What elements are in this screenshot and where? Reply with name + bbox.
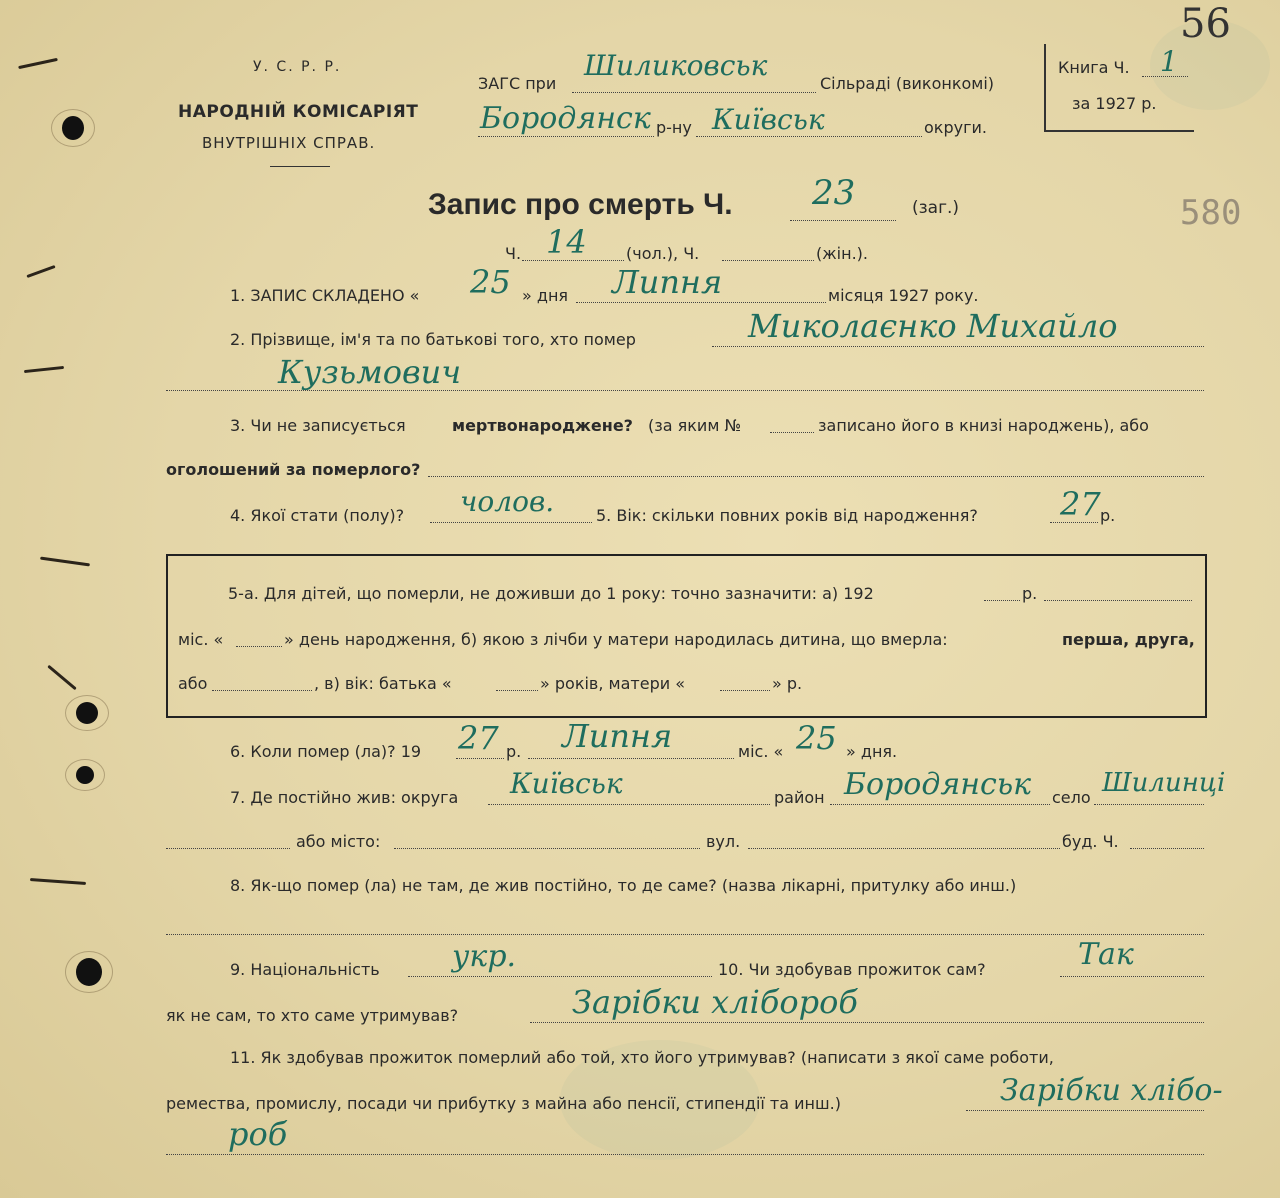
- male-number: 14: [546, 223, 587, 261]
- fill-line: [572, 92, 816, 93]
- f7-label: 7. Де постійно жив: округа: [230, 788, 459, 807]
- fill-line: [712, 346, 1204, 347]
- binding-hole: [76, 958, 102, 986]
- okruha-value: Київськ: [712, 103, 825, 136]
- paper-tear: [26, 265, 55, 278]
- f7b-misto: або місто:: [296, 832, 381, 851]
- fill-line: [696, 136, 922, 137]
- district-value: Бородянск: [480, 101, 651, 136]
- f6-suffix: » дня.: [846, 742, 898, 761]
- okruha-suffix: округи.: [924, 118, 987, 137]
- commissariat-subtitle: ВНУТРІШНІХ СПРАВ.: [202, 134, 376, 152]
- fill-line: [1094, 804, 1204, 805]
- record-number: 23: [812, 173, 856, 213]
- fill-line: [496, 690, 538, 691]
- f10b-value: Зарібки хлібороб: [572, 983, 858, 1021]
- binding-hole: [76, 702, 98, 724]
- record-title: Запис про смерть Ч.: [428, 188, 733, 221]
- paper-tear: [24, 366, 64, 373]
- fill-line: [478, 136, 654, 137]
- record-suffix: (заг.): [912, 198, 960, 218]
- f3-rest: (за яким №: [648, 416, 742, 435]
- f9-value: укр.: [452, 939, 517, 974]
- book-label: Книга Ч.: [1058, 58, 1130, 77]
- paper-tear: [40, 557, 90, 567]
- f7b-bud: буд. Ч.: [1062, 832, 1119, 851]
- fill-line: [530, 1022, 1204, 1023]
- fill-line: [394, 848, 700, 849]
- f6-year: 27: [458, 719, 499, 757]
- f6-label: 6. Коли помер (ла)? 19: [230, 742, 422, 761]
- f1-day: 25: [470, 263, 511, 301]
- fill-line: [1130, 848, 1204, 849]
- fill-line: [430, 522, 592, 523]
- f6-day: 25: [796, 719, 837, 757]
- fill-line: [722, 260, 814, 261]
- fill-line: [428, 476, 1204, 477]
- f5a-line1: 5-а. Для дітей, що померли, не доживши до 1 року: точно зазначити: а) 192: [228, 584, 874, 603]
- f7-raion: Бородянськ: [844, 767, 1032, 802]
- zags-value: Шиликовськ: [584, 49, 768, 82]
- f8-label: 8. Як-що помер (ла) не там, де жив постійно, то де саме? (назва лікарні, притулку або инш.): [230, 876, 1017, 895]
- book-year: за 1927 р.: [1072, 94, 1157, 113]
- binding-hole: [76, 766, 94, 784]
- paper-tear: [18, 58, 58, 69]
- f6-mis: міс. «: [738, 742, 784, 761]
- f10-label: 10. Чи здобував прожиток сам?: [718, 960, 986, 979]
- f5a-line3-b: , в) вік: батька «: [314, 674, 452, 693]
- female-label: (жін.).: [816, 244, 868, 263]
- f1-mid: » дня: [522, 286, 569, 305]
- f3-line2: оголошений за померлого?: [166, 460, 421, 479]
- paper-tear: [47, 665, 77, 690]
- ch-prefix: Ч.: [505, 244, 522, 263]
- f2-value2: Кузьмович: [278, 353, 462, 391]
- f5-suffix: р.: [1100, 506, 1116, 525]
- fill-line: [748, 848, 1060, 849]
- corner-number: 56: [1180, 1, 1231, 47]
- f1-prefix: 1. ЗАПИС СКЛАДЕНО «: [230, 286, 420, 305]
- fill-line: [576, 302, 826, 303]
- f11-value1: Зарібки хлібо-: [1000, 1073, 1223, 1108]
- f7-okruha: Київськ: [510, 767, 623, 800]
- f5a-line3-d: » р.: [772, 674, 803, 693]
- f7-raion-label: район: [774, 788, 825, 807]
- fill-line: [770, 432, 814, 433]
- fill-line: [966, 1110, 1204, 1111]
- f5a-line2-a: міс. «: [178, 630, 224, 649]
- f5-label: 5. Вік: скільки повних років від народження?: [596, 506, 978, 525]
- f3-rest2: записано його в книзі народжень), або: [818, 416, 1149, 435]
- fill-line: [408, 976, 712, 977]
- f11-line1: 11. Як здобував прожиток померлий або той, хто його утримував? (написати з якої саме роботи,: [230, 1048, 1054, 1067]
- ussr-label: У. С. Р. Р.: [253, 59, 342, 75]
- f5a-line2-bold: перша, друга,: [1062, 630, 1195, 649]
- fill-line: [166, 1154, 1204, 1155]
- f2-value1: Миколаєнко Михайло: [748, 307, 1118, 345]
- zags-suffix: Сільраді (виконкомі): [820, 74, 995, 93]
- f7b-vul: вул.: [706, 832, 741, 851]
- f5a-line2-b: » день народження, б) якою з лічби у матери народилась дитина, що вмерла:: [284, 630, 948, 649]
- fill-line: [720, 690, 770, 691]
- f7-selo-label: село: [1052, 788, 1091, 807]
- f9-label: 9. Національність: [230, 960, 380, 979]
- district-suffix: р-ну: [656, 118, 692, 137]
- f3-bold: мертвонароджене?: [452, 416, 633, 435]
- f5a-line3-a: або: [178, 674, 208, 693]
- f2-label: 2. Прізвище, ім'я та по батькові того, хто помер: [230, 330, 636, 349]
- divider: [270, 166, 330, 167]
- f3-label: 3. Чи не записується: [230, 416, 406, 435]
- paper-tear: [30, 878, 86, 885]
- zags-prefix: ЗАГС при: [478, 74, 557, 93]
- fill-line: [166, 934, 1204, 935]
- fill-line: [984, 600, 1020, 601]
- fill-line: [790, 220, 896, 221]
- fill-line: [830, 804, 1050, 805]
- f1-suffix: місяця 1927 року.: [828, 286, 979, 305]
- f4-value: чолов.: [460, 485, 555, 518]
- fill-line: [166, 848, 290, 849]
- commissariat-title: НАРОДНІЙ КОМІСАРІЯТ: [178, 102, 419, 122]
- book-number: 1: [1160, 45, 1178, 78]
- stamp-number: 580: [1180, 193, 1242, 233]
- f5a-line3-c: » років, матери «: [540, 674, 685, 693]
- f5-value: 27: [1060, 485, 1101, 523]
- fill-line: [1044, 600, 1192, 601]
- f1-month: Липня: [612, 263, 723, 301]
- f6-month: Липня: [562, 717, 673, 755]
- f4-label: 4. Якої стати (полу)?: [230, 506, 405, 525]
- fill-line: [488, 804, 770, 805]
- f7-selo: Шилинці: [1102, 768, 1226, 798]
- fill-line: [456, 758, 504, 759]
- f10-value: Так: [1078, 937, 1134, 972]
- f6-r: р.: [506, 742, 522, 761]
- f10b-label: як не сам, то хто саме утримував?: [166, 1006, 459, 1025]
- f11-line2: ремества, промислу, посади чи прибутку з майна або пенсії, стипендії та инш.): [166, 1094, 841, 1113]
- fill-line: [1060, 976, 1204, 977]
- binding-hole: [62, 116, 84, 140]
- f5a-line1-end: р.: [1022, 584, 1038, 603]
- fill-line: [212, 690, 312, 691]
- f11-value2: роб: [228, 1115, 288, 1153]
- fill-line: [528, 758, 734, 759]
- fill-line: [236, 646, 282, 647]
- male-label: (чол.), Ч.: [626, 244, 700, 263]
